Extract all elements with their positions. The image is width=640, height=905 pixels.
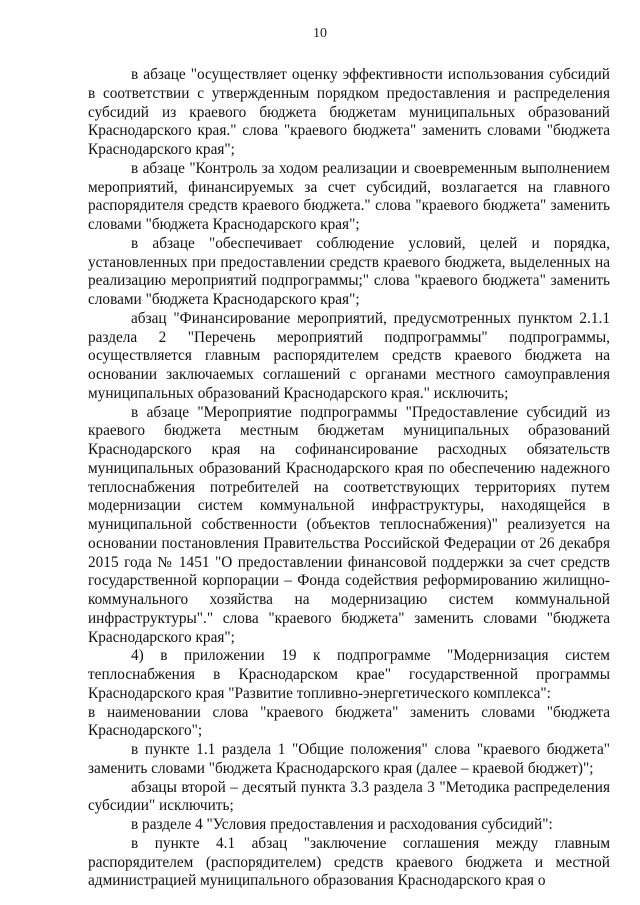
- paragraph: 4) в приложении 19 к подпрограмме "Модернизация систем теплоснабжения в Краснодарском крае" государственной программы Краснодарского края "Развитие топливно-энергетического комплекса":: [88, 647, 610, 702]
- paragraph: абзацы второй – десятый пункта 3.3 раздела 3 "Методика распределения субсидии" исключить;: [88, 778, 610, 815]
- paragraph: в пункте 4.1 абзац "заключение соглашения между главным распорядителем (распорядителем) средств краевого бюджета и местной администрацией муниципального образования Краснодарского края о: [88, 834, 610, 890]
- paragraph: абзац "Финансирование мероприятий, предусмотренных пунктом 2.1.1 раздела 2 "Перечень мероприятий подпрограммы" подпрограммы, осуществляется главным распорядителем средств краевого бюджета на основании заключаемых соглашений с органами местного самоуправления муниципальных образований Краснодарского края." исключить;: [88, 309, 610, 402]
- paragraph: в наименовании слова "краевого бюджета" заменить словами "бюджета Краснодарского";: [88, 703, 610, 740]
- paragraph: в пункте 1.1 раздела 1 "Общие положения" слова "краевого бюджета" заменить словами "бюджета Краснодарского края (далее – краевой бюджет)";: [88, 741, 610, 777]
- paragraph: в абзаце "обеспечивает соблюдение условий, целей и порядка, установленных при предоставлении средств краевого бюджета, выделенных на реализацию мероприятий подпрограммы;" слова "краевого бюджета" заменить словами "бюджета Краснодарского края";: [88, 234, 610, 308]
- document-body: [88, 66, 610, 891]
- paragraph: в абзаце "осуществляет оценку эффективности использования субсидий в соответствии с утвержденным порядком предоставления и распределения субсидий из краевого бюджета бюджетам муниципальных образований Краснодарского края." слова "краевого бюджета" заменить словами "бюджета Краснодарского края";: [88, 66, 610, 158]
- page-number: 10: [313, 26, 327, 41]
- paragraph: в разделе 4 "Условия предоставления и расходования субсидий":: [131, 816, 553, 833]
- paragraph: в абзаце "Мероприятие подпрограммы "Предоставление субсидий из краевого бюджета местным бюджетам муниципальных образований Краснодарского края на софинансирование расходных обязательств муниципальных образований Краснодарского края по обеспечению надежного теплоснабжения потребителей на соответствующих территориях путем модернизации систем коммунальной инфраструктуры, находящейся в муниципальной собственности (объектов теплоснабжения)" реализуется на основании постановления Правительства Российской Федерации от 26 декабря 2015 года № 1451 "О предоставлении финансовой поддержки за счет средств государственной корпорации – Фонда содействия реформированию жилищно-коммунального хозяйства на модернизацию систем коммунальной инфраструктуры"." слова "краевого бюджета" заменить словами "бюджета Краснодарского края";: [88, 403, 610, 646]
- paragraph: в абзаце "Контроль за ходом реализации и своевременным выполнением мероприятий, финансируемых за счет субсидий, возлагается на главного распорядителя средств краевого бюджета." слова "краевого бюджета" заменить словами "бюджета Краснодарского края";: [88, 159, 610, 233]
